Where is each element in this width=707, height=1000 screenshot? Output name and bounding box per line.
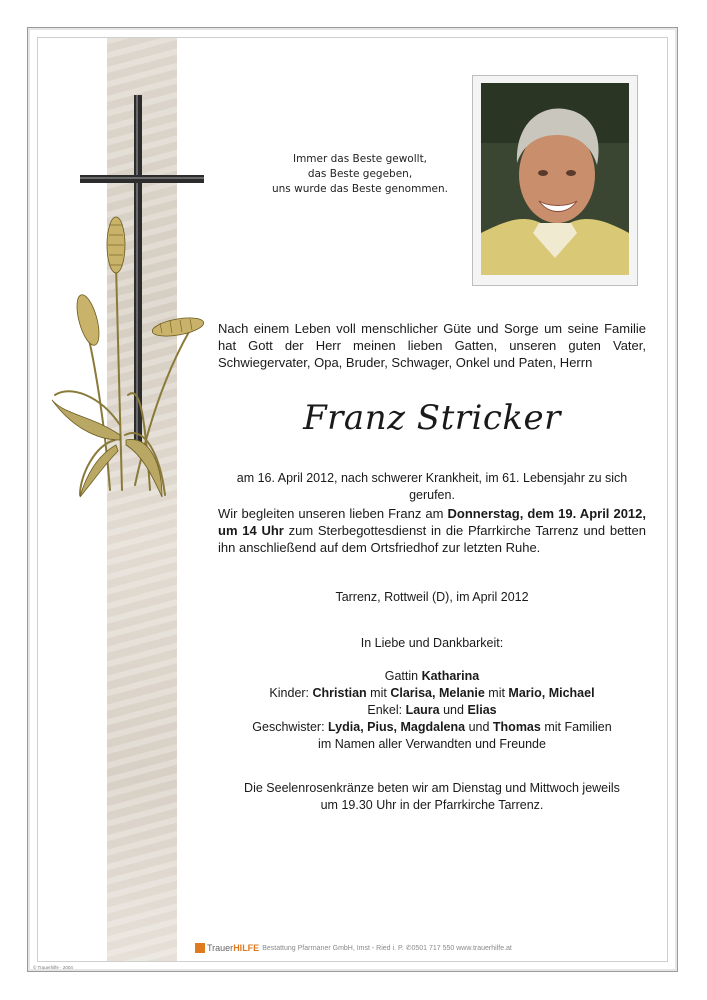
family-relatives: im Namen aller Verwandten und Freunde — [318, 737, 546, 751]
family-siblings: Geschwister: Lydia, Pius, Magdalena und Thomas mit Familien — [252, 720, 612, 734]
love-line: In Liebe und Dankbarkeit: — [360, 636, 504, 650]
brand-logo-icon — [195, 943, 205, 953]
memorial-quote — [240, 152, 480, 197]
funeral-paragraph — [218, 505, 646, 556]
funeral-text: zum Sterbegottesdienst in die Pfarrkirche Tarrenz und betten ihn anschließend auf dem Ortsfriedhof zur letzten Ruhe. — [218, 523, 647, 555]
deceased-name: Franz Stricker — [303, 398, 561, 438]
family-grandchildren: Enkel: Laura und Elias — [367, 703, 497, 717]
quote-line: uns wurde das Beste genommen. — [271, 183, 449, 195]
rosary-line: um 19.30 Uhr in der Pfarrkirche Tarrenz. — [320, 798, 544, 812]
family-list — [218, 668, 646, 753]
funeral-date: Donnerstag, dem 19. April 2012, um 14 Uhr — [218, 506, 646, 538]
footer — [195, 943, 555, 957]
family-children: Kinder: Christian mit Clarisa, Melanie mit Mario, Michael — [269, 686, 595, 700]
copyright-note: © Trauerhilfe · 2004 — [33, 965, 73, 970]
intro-paragraph: Nach einem Leben voll menschlicher Güte und Sorge um seine Familie hat Gott der Herr meinen lieben Gatten, unseren guten Vater, Schwiegervater, Opa, Bruder, Schwager, Onkel und Paten, Herrn — [218, 321, 646, 370]
rosary-notice — [218, 780, 646, 814]
cross-with-wheat-icon — [50, 95, 210, 500]
quote-line: Immer das Beste gewollt, — [292, 153, 428, 165]
place-date: Tarrenz, Rottweil (D), im April 2012 — [335, 590, 529, 604]
brand-name: TrauerHILFE — [207, 943, 260, 953]
portrait-image — [481, 83, 629, 275]
death-notice: am 16. April 2012, nach schwerer Krankheit, im 61. Lebensjahr zu sich gerufen. — [236, 471, 628, 502]
quote-line: das Beste gegeben, — [307, 168, 413, 180]
family-spouse: Gattin Katharina — [384, 669, 480, 683]
rosary-line: Die Seelenrosenkränze beten wir am Dienstag und Mittwoch jeweils — [244, 781, 620, 795]
funeral-text: Wir begleiten unseren lieben Franz am — [218, 506, 448, 521]
portrait-photo — [481, 83, 629, 275]
footer-info: Bestattung Pfarrnaner GmbH, Imst - Ried i. P. ✆0501 717 550 www.trauerhilfe.at — [262, 945, 512, 952]
